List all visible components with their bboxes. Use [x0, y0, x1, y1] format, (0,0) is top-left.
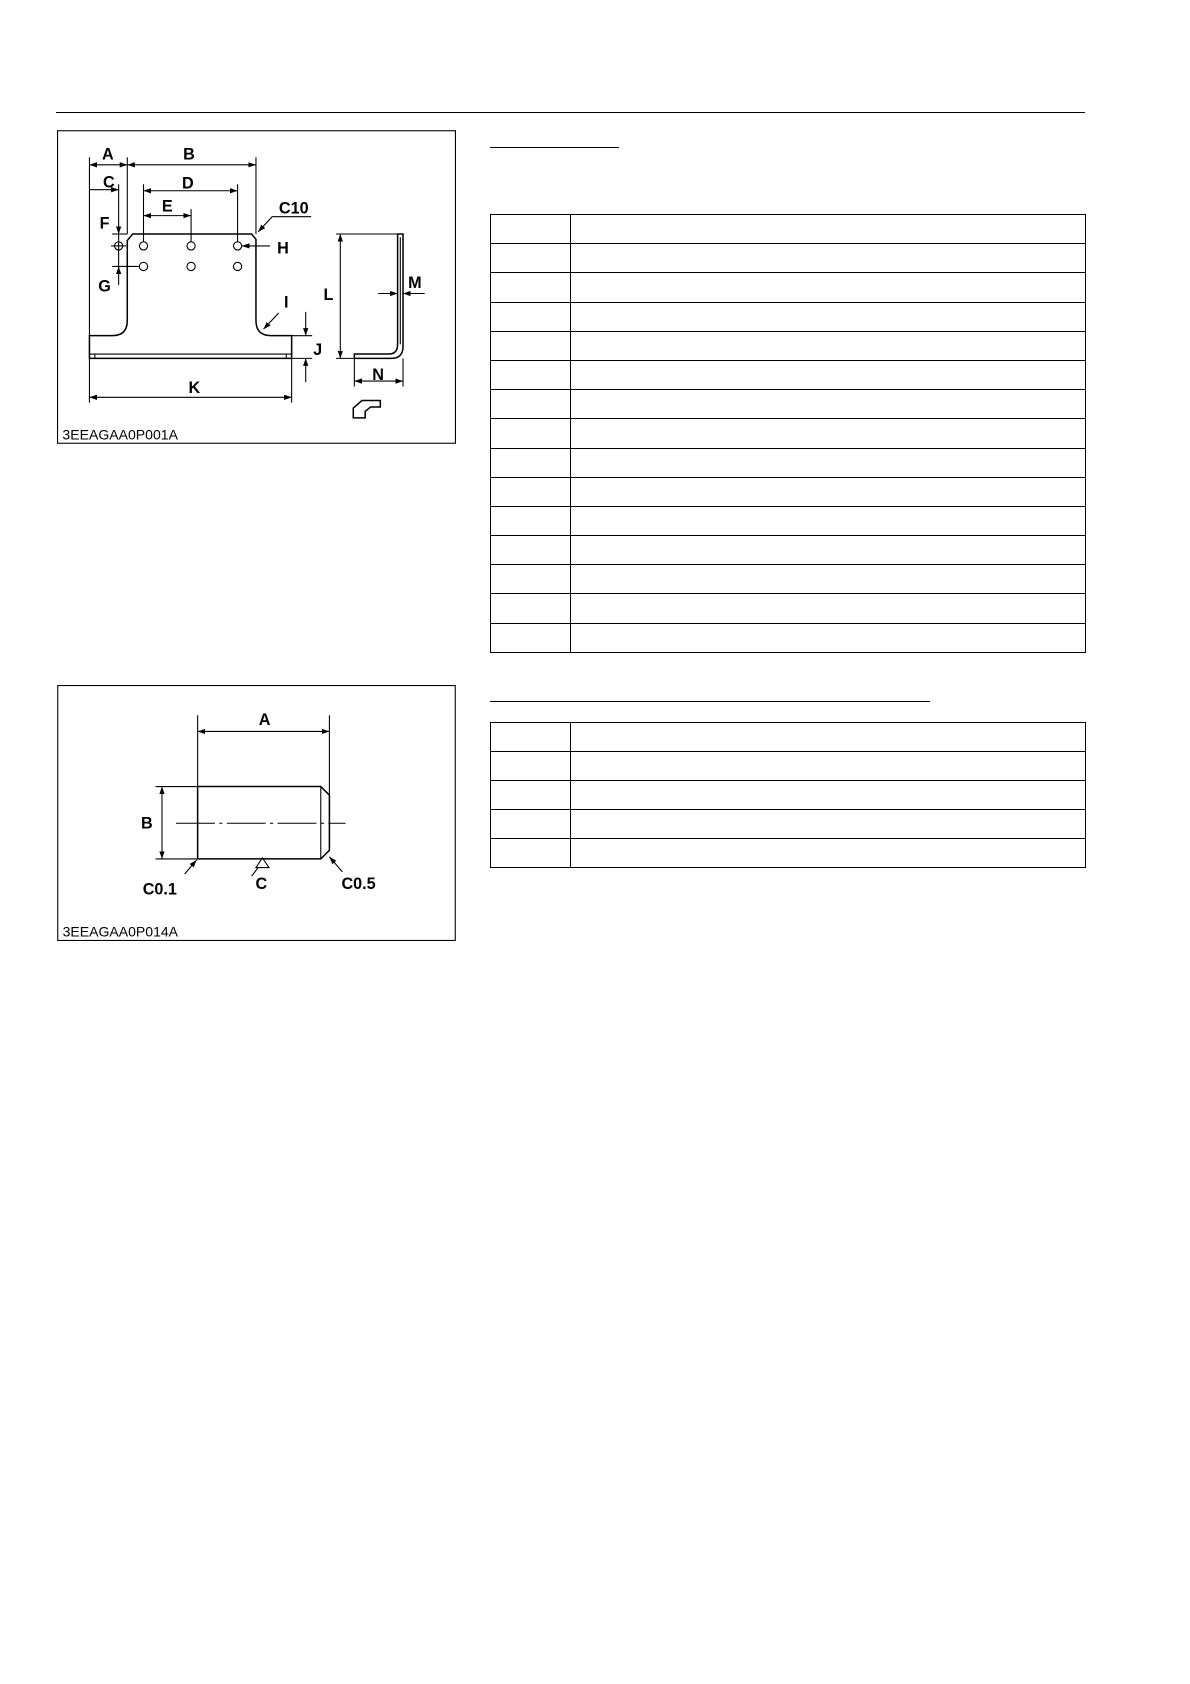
label-n: N: [372, 365, 384, 384]
table-cell-item: [491, 331, 571, 360]
table-cell-value: [571, 302, 1086, 331]
table-row: [491, 810, 1086, 839]
table-cell-item: [491, 477, 571, 506]
label-a: A: [101, 145, 114, 164]
table-cell-value: [571, 839, 1086, 868]
label-chamfer-left: C0.1: [142, 880, 177, 899]
label-k: K: [188, 378, 201, 397]
label-chamfer-right: C0.5: [341, 875, 376, 894]
figure-frame: [58, 686, 456, 941]
table-cell-item: [491, 419, 571, 448]
label-g: G: [98, 277, 111, 296]
heading-underline: [490, 701, 930, 702]
table-row: [491, 723, 1086, 752]
table-cell-item: [491, 360, 571, 389]
page-top-rule: [56, 112, 1085, 113]
label-j: J: [313, 341, 323, 360]
spec-table-2: [490, 722, 1086, 868]
label-e: E: [161, 197, 173, 216]
table-row: [491, 360, 1086, 389]
table-cell-value: [571, 594, 1086, 623]
figure-bracket: [57, 130, 456, 444]
table-row: [491, 506, 1086, 535]
label-c: C: [103, 173, 115, 192]
label-c: C: [255, 875, 268, 894]
table-row: [491, 302, 1086, 331]
table-row: [491, 536, 1086, 565]
table-row: [491, 390, 1086, 419]
pin-drawing: [57, 685, 456, 941]
table-row: [491, 623, 1086, 652]
table-cell-value: [571, 331, 1086, 360]
table-row: [491, 419, 1086, 448]
table-cell-value: [571, 419, 1086, 448]
table-row: [491, 752, 1086, 781]
table-cell-value: [571, 752, 1086, 781]
table-cell-value: [571, 565, 1086, 594]
table-cell-value: [571, 723, 1086, 752]
figure-caption: 3EEAGAA0P001A: [62, 426, 178, 443]
label-b: B: [141, 814, 153, 833]
table-cell-value: [571, 536, 1086, 565]
table-row: [491, 477, 1086, 506]
table-cell-item: [491, 302, 571, 331]
table-cell-value: [571, 215, 1086, 244]
table-cell-value: [571, 506, 1086, 535]
label-m: M: [408, 274, 422, 293]
table-cell-value: [571, 273, 1086, 302]
label-a: A: [258, 710, 271, 729]
table-cell-value: [571, 810, 1086, 839]
table-cell-item: [491, 244, 571, 273]
table-cell-value: [571, 448, 1086, 477]
label-d: D: [181, 174, 194, 193]
table-cell-item: [491, 723, 571, 752]
label-h: H: [277, 239, 289, 258]
table-cell-value: [571, 244, 1086, 273]
table-cell-item: [491, 565, 571, 594]
table-cell-item: [491, 839, 571, 868]
table-cell-item: [491, 623, 571, 652]
table-cell-value: [571, 390, 1086, 419]
table-cell-item: [491, 810, 571, 839]
table-cell-value: [571, 477, 1086, 506]
table-cell-value: [571, 360, 1086, 389]
label-l: L: [323, 285, 334, 304]
table-cell-item: [491, 594, 571, 623]
table-cell-value: [571, 623, 1086, 652]
table-cell-item: [491, 448, 571, 477]
table-row: [491, 448, 1086, 477]
bracket-drawing: [57, 130, 456, 444]
table-row: [491, 565, 1086, 594]
table-cell-item: [491, 390, 571, 419]
label-i: I: [283, 293, 289, 312]
figure-pin: [57, 685, 456, 941]
label-f: F: [99, 214, 110, 233]
table-row: [491, 273, 1086, 302]
heading-underline: [490, 147, 619, 148]
table-row: [491, 781, 1086, 810]
spec-table-1: [490, 214, 1086, 653]
table-cell-value: [571, 781, 1086, 810]
figure-caption: 3EEAGAA0P014A: [62, 923, 179, 940]
table-cell-item: [491, 273, 571, 302]
table-cell-item: [491, 781, 571, 810]
table-cell-item: [491, 752, 571, 781]
table-row: [491, 594, 1086, 623]
table-row: [491, 244, 1086, 273]
table-row: [491, 215, 1086, 244]
table-cell-item: [491, 536, 571, 565]
table-row: [491, 839, 1086, 868]
label-b: B: [183, 145, 195, 164]
label-chamfer: C10: [278, 199, 309, 218]
table-cell-item: [491, 506, 571, 535]
table-cell-item: [491, 215, 571, 244]
table-row: [491, 331, 1086, 360]
